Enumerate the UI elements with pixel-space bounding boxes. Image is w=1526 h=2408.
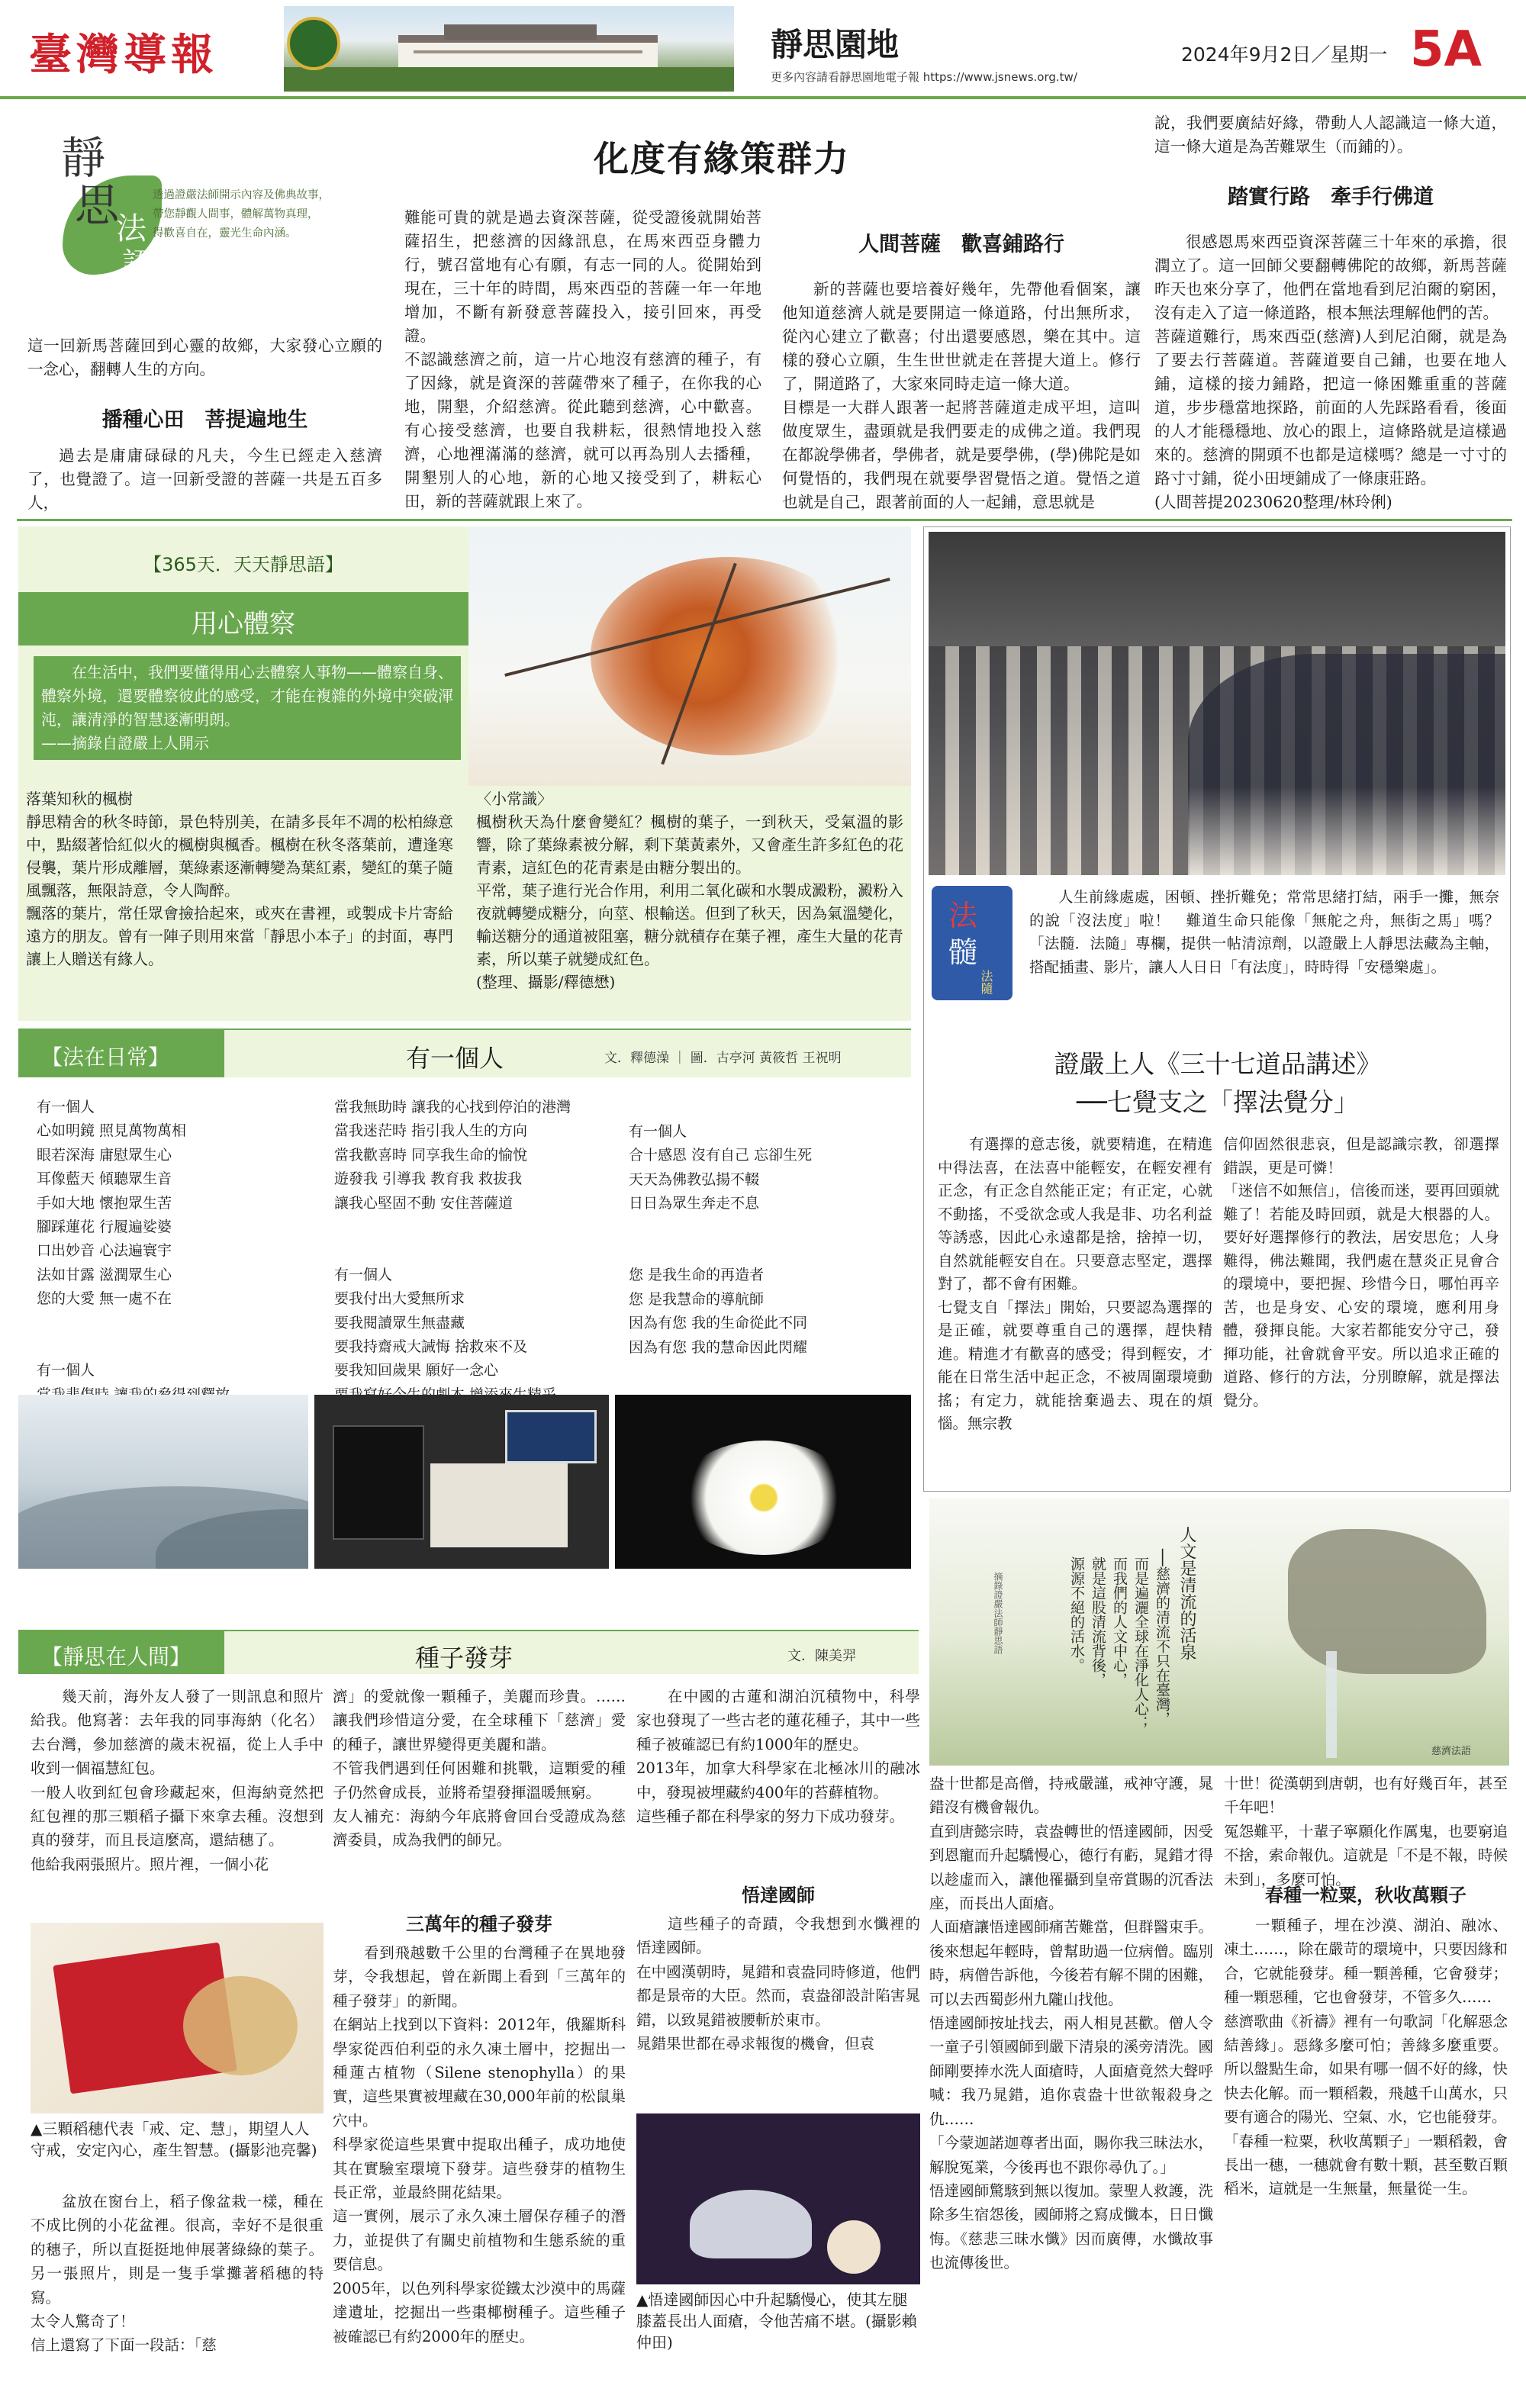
building-photo	[284, 6, 734, 92]
daily-header-bar	[18, 1029, 911, 1077]
seed-heading2: 悟達國師	[742, 1885, 815, 1906]
seed-heading3: 春種一粒粟，秋收萬顆子	[1265, 1885, 1466, 1906]
monk-stage-caption: ▲悟達國師因心中升起驕慢心，使其左腿膝蓋長出人面瘡，令他苦痛不堪。(攝影賴仲田)	[636, 2290, 917, 2352]
article1-col4a: 說，我們要廣結好緣，帶動人人認識這一條大道，這一條大道是為苦難眾生（而鋪的）。	[1154, 114, 1507, 156]
thinking-panel	[18, 526, 911, 1021]
seed-header-bar	[18, 1630, 919, 1674]
seed-label: 【靜思在人間】	[41, 1644, 192, 1669]
article1-col3: 新的菩薩也要培養好幾年，先帶他看個案，讓他知道慈濟人就是要開這一條道路，付出無所求，從內心建立了歡喜；付出還要感恩，樂在其中。這樣的發心立願，生生世世就走在菩提大道上。修行了，開道路了，大家來同時走這一條大道。 目標是一大群人跟著一起將菩薩道走成平坦，這叫做度眾生，盡頭就是我們要走的成佛之道。我們現在都說學佛者，學佛者，就是要學佛，(學)佛陀是如何覺悟的，我們現在就要學習覺悟之道。覺悟之道也就是自己，跟著前面的人一起鋪，意思就是	[782, 280, 1141, 511]
stream-quote-title: 人文是清流的活泉	[1177, 1526, 1196, 1660]
dharma-col2: 信仰固然很悲哀，但是認識宗教，卻選擇錯誤，更是可憐！ 「迷信不如無信」，信後而迷，要再回頭就難了！若能及時回頭，就是大根器的人。要好好選擇修行的教法，居安思危；人身難得，佛法難聞，我們處在慧炎正見會合的環境中，要把握、珍惜今日，哪怕再辛苦，也是身安、心安的環境，應利用身體，發揮良能。大家若都能安分守己，發揮功能，社會就會平安。所以追求正確的道路、修行的方法，分別瞭解，就是擇法覺分。	[1223, 1135, 1499, 1409]
thinking-quote: 在生活中，我們要懂得用心去體察人事物——體察自身、體察外境，還要體察彼此的感受，才能在複雜的外境中突破渾沌，讓清淨的智慧逐漸明朗。 ——摘錄自證嚴上人開示	[34, 656, 461, 760]
article1-heading3: 踏實行路 牽手行佛道	[1228, 185, 1434, 209]
tzuchi-emblem-icon	[287, 17, 340, 70]
seed-col5b: 一顆種子，埋在沙漠、湖泊、融冰、凍土……，除在嚴苛的環境中，只要因緣和合，它就能發芽。種一顆善種，它會發芽；種一顆惡種，它也會發芽，不管多久…… 慈濟歌曲《祈禱》裡有一句歌詞「化解惡念結善緣」。惡緣多麼可怕；善緣多麼重要。所以盤點生命，如果有哪一個不好的緣，快快去化解。而一顆稻穀，飛越千山萬水，只要有適合的陽光、空氣、水，它也能發芽。 「春種一粒粟，秋收萬顆子」一顆稻穀，會長出一穗，一穗就會有數十顆，甚至數百顆稻米，這就是一生無量，無量從一生。	[1224, 1917, 1508, 2198]
article1-heading1: 播種心田 菩提遍地生	[101, 408, 308, 432]
seed-heading1: 三萬年的種子發芽	[406, 1914, 552, 1935]
seed-col1b: 盆放在窗台上，稻子像盆栽一樣，種在不成比例的小花盆裡。很高，幸好不是很重的穗子，所以直挺挺地伸展著綠綠的葉子。另一張照片，則是一隻手掌攤著稻穗的特寫。 太令人驚奇了！ 信上還寫了下面一段話：「慈	[31, 2193, 324, 2355]
thinking-label: 【365天．天天靜思語】	[143, 554, 343, 575]
dharma-title-1: 證嚴上人《三十七道品講述》	[1054, 1049, 1382, 1079]
seed-col5: 十世！從漢朝到唐朝，也有好幾百年，甚至千年吧！ 冤怨難平，十輩子寧願化作厲鬼，也要窮追不捨，索命報仇。這就是「不是不報，時候未到」，多麼可怕。	[1224, 1775, 1508, 1888]
dharma-illustration	[932, 886, 1013, 1000]
newspaper-logo: 臺灣導報	[29, 30, 218, 80]
section-title: 靜思園地	[771, 26, 900, 63]
section-subtitle: 更多內容請看靜思園地電子報 https://www.jsnews.org.tw/	[771, 70, 1077, 84]
dharma-panel	[923, 526, 1511, 1492]
stream-quote-line-3: 而我們的人文中心，	[1111, 1557, 1128, 1687]
jingsi-char-4: 語	[122, 246, 153, 282]
daily-credit: 文．釋德澡 ｜ 圖．古亭河 黃筱哲 王祝明	[604, 1051, 842, 1066]
prayer-photo	[929, 532, 1505, 875]
seed-col2: 濟」的愛就像一顆種子，美麗而珍貴。……讓我們珍惜這分愛，在全球種下「慈濟」愛的種子，讓世界變得更美麗和諧。 不管我們遇到任何困難和挑戰，這顆愛的種子仍然會成長，並將希望發揮溫暖無窮。 友人補充：海納今年底將會回台受證成為慈濟委員，成為我們的師兄。	[333, 1688, 626, 1849]
section-divider-1	[17, 519, 1512, 521]
stream-quote-line-4: 就是這股清流背後，	[1090, 1557, 1106, 1687]
article1-col1a: 這一回新馬菩薩回到心靈的故鄉，大家發心立願的一念心，翻轉人生的方向。	[27, 336, 382, 378]
clear-stream-photo	[929, 1499, 1509, 1766]
thinking-right-text: 〈小常識〉 楓樹秋天為什麼會變紅？楓樹的葉子，一到秋天，受氣溫的影響，除了葉綠素被分解，剩下葉黃素外，又會產生許多紅色的花青素，這紅色的花青素是由糖分製出的。 平常，葉子進行光合作用，利用二氧化碳和水製成澱粉，澱粉入夜就轉變成糖分，向莖、根輸送。但到了秋天，因為氣溫變化，輸送糖分的通道被阻塞，糖分就積存在葉子裡，產生大量的花青素，所以葉子就變成紅色。 (整理、攝影/釋德懋)	[476, 790, 903, 991]
dharma-intro: 人生前緣處處，困頓、挫折難免；常常思緒打結，兩手一攤，無奈的說「沒法度」啦！ 難道生命只能像「無舵之舟，無街之馬」嗎？「法髓．法隨」專欄，提供一帖清涼劑，以證嚴上人靜思法藏為主軸，搭配插畫、影片，讓人人日日「有法度」，時時得「安穩樂處」。	[1029, 888, 1499, 976]
seed-col1: 幾天前，海外友人發了一則訊息和照片給我。他寫著：去年我的同事海納（化名）去台灣，參加慈濟的歲末祝福，從上人手中收到一個福慧紅包。 一般人收到紅包會珍藏起來，但海納竟然把紅包裡的那三顆稻子攝下來拿去種。沒想到真的發芽，而且長這麼高，還結穗了。 他給我兩張照片。照片裡，一個小花	[31, 1688, 324, 1873]
rice-ear-photo	[31, 1923, 324, 2113]
seed-credit: 文．陳美羿	[787, 1648, 856, 1664]
daily-poem-col2: 當我無助時 讓我的心找到停泊的港灣 當我迷茫時 指引我人生的方向 當我歡喜時 同享我生命的愉悅 遊發我 引導我 教育我 救拔我 讓我心堅固不動 安住菩薩道 有一個人 要我付出大愛無所求 要我閱讀眾生無盡藏 要我持齋戒大誡悔 捨救來不及 要我知回歲果 願好一念心	[334, 1099, 571, 1379]
dharma-badge-char-1: 法	[948, 899, 978, 932]
thinking-title: 用心體察	[192, 609, 295, 639]
thinking-title-bar	[18, 592, 468, 645]
maple-photo	[468, 526, 911, 786]
stream-quote-line-5: 源源不絕的活水。	[1068, 1557, 1085, 1672]
article1-heading2: 人間菩薩 歡喜鋪路行	[858, 233, 1064, 256]
daily-title: 有一個人	[406, 1044, 504, 1073]
jingsi-char-1: 靜	[61, 132, 106, 184]
jingsi-char-3: 法	[116, 211, 146, 246]
jingsi-char-2: 思	[75, 179, 120, 231]
stream-quote-source: 摘錄證嚴法師靜思語	[993, 1572, 1003, 1654]
stream-quote-line-2: 而是遍灑全球在淨化人心；	[1132, 1557, 1149, 1730]
seed-col3: 在中國的古蓮和湖泊沉積物中，科學家也發現了一些古老的蓮花種子，其中一些種子被確認已有約1000年的歷史。 2013年，加拿大科學家在北極冰川的融冰中，發現被埋藏約400年的苔蘚植物。 這些種子都在科學家的努力下成功發芽。	[636, 1688, 920, 1826]
daily-poem-col3: 有一個人 合十感恩 沒有自己 忘卻生死 天天為佛教弘揚不輟 日日為眾生奔走不息 您 是我生命的再造者 您 是我慧命的導航師 因為有您 我的生命從此不同 因為有您 我的慧命因此閃耀	[629, 1123, 813, 1356]
rice-ear-caption: ▲三顆稻穗代表「戒、定、慧」，期望人人守戒，安定內心，產生智慧。(攝影池亮馨)	[31, 2120, 317, 2159]
issue-date: 2024年9月2日／星期一	[1181, 43, 1388, 66]
seed-title: 種子發芽	[415, 1643, 513, 1672]
seed-col2b: 看到飛越數千公里的台灣種子在異地發芽，令我想起，曾在新聞上看到「三萬年的種子發芽」的新聞。 在網站上找到以下資料：2012年，俄羅斯科學家從西伯利亞的永久凍土層中，挖掘出一種蓮古植物（Silene stenophylla）的果實，這些果實被埋藏在30,000年前的松鼠巢穴中。 科學家從這些果實中提取出種子，成功地使其在實驗室環境下發芽。這些發芽的植物生長正常，並最終開花結果。 這一實例，展示了永久凍土層保存種子的潛力，並提供了有關史前植物和生態系統的重要信息。 2005年，以色列科學家從鐵太沙漠中的馬薩達遺址，挖掘出一些棗椰樹種子。這些種子被確認已有約2000年的歷史。	[333, 1944, 626, 2345]
jingsi-description: 透過證嚴法師開示內容及佛典故事， 帶您靜觀人間事，體解萬物真理， 得歡喜自在，靈光生命內涵。	[153, 189, 330, 240]
monk-stage-photo	[636, 2113, 920, 2284]
article1-col4b: 很感恩馬來西亞資深菩薩三十年來的承擔，很潤立了。這一回師父要翻轉佛陀的故鄉，新馬菩薩昨天也來分享了，他們在當地看到尼泊爾的窮困，沒有走入了這一條道路，根本無法理解他們的苦。 菩薩道難行，馬來西亞(慈濟)人到尼泊爾，就是為了要去行菩薩道。菩薩道要自己鋪，也要在地人鋪，這樣的接力鋪路，把這一條困難重重的菩薩道，步步穩當地探路，前面的人先踩路看看，後面的人才能穩穩地、放心的跟上，這條路就是這樣過來的。慈濟的開頭不也都是這樣嗎？總是一寸寸的路寸寸鋪，從小田埂鋪成了一條康莊路。 (人間菩提20230620整理/林玲俐)	[1154, 233, 1507, 511]
stream-signature: 慈濟法語	[1431, 1746, 1472, 1757]
daily-poem-col1: 有一個人 心如明鏡 照見萬物萬相 眼若深海 庸慰眾生心 耳像藍天 傾聽眾生音 手如大地 懷抱眾生苦 腳踩蓮花 行履遍娑婆 口出妙音 心法遍寰宇 法如甘露 滋潤眾生心 您的大愛 無一處不在 有一個人	[37, 1099, 187, 1379]
books-photo	[314, 1395, 609, 1569]
article1-col2: 難能可貴的就是過去資深菩薩，從受證後就開始菩薩招生，把慈濟的因緣訊息，在馬來西亞身體力行，號召當地有心有願，有志一同的人。從開始到現在，三十年的時間，馬來西亞的菩薩一年一年地增加，不斷有新發意菩薩投入，接引回來，再受證。 不認識慈濟之前，這一片心地沒有慈濟的種子，有了因緣，就是資深的菩薩帶來了種子，在你我的心地，開墾，介紹慈濟。從此聽到慈濟，心中歡喜。有心接受慈濟，也要自我耕耘，很熱情地投入慈濟，心地裡滿滿的慈濟，就可以再為別人去播種，開墾別人的心地，新的心地又接受到了，耕耘心田，新的菩薩就跟上來了。	[404, 208, 761, 510]
jingsi-badge	[31, 122, 164, 282]
page-number: 5A	[1410, 21, 1483, 78]
thinking-left-text: 落葉知秋的楓樹 靜思精舍的秋冬時節，景色特別美，在請多長年不凋的松柏綠意中，點綴著恰紅似火的楓樹與楓香。楓樹在秋冬落葉前，遭逢寒侵襲，葉片形成離層，葉綠素逐漸轉變為葉紅素，變紅的葉子隨風飄落，無限詩意，令人陶醉。 飄落的葉片，常任眾會撿拾起來，或夾在書裡，或製成卡片寄給遠方的朋友。曾有一陣子則用來當「靜思小本子」的封面，專門讓上人贈送有緣人。	[26, 790, 453, 968]
lotus-photo	[615, 1395, 911, 1569]
article1-title: 化度有緣策群力	[594, 138, 850, 179]
article1-col1b: 過去是庸庸碌碌的凡夫，今生已經走入慈濟了，也覺證了。這一回新受證的菩薩一共是五百多人，	[27, 446, 382, 512]
dharma-badge-char-3: 法隨	[979, 970, 993, 994]
dharma-col1: 有選擇的意志後，就要精進，在精進中得法喜，在法喜中能輕安，在輕安裡有正念，有正念自然能正定；有正定，心就不動搖，不受欲念或人我是非、功名利益等誘惑，因此心永遠都是捨，捨掉一切，自然就能輕安自在。只要意志堅定，選擇對了，都不會有困難。 七覺支自「擇法」開始，只要認為選擇的是正確，就要尊重自己的選擇，趕快精進。精進才有歡喜的感受；得到輕安，才能在日常生活中起正念，不被周圍環境動搖；有定力，就能捨棄過去、現在的煩惱。無宗教	[938, 1135, 1212, 1432]
seed-col4: 盎十世都是高僧，持戒嚴謹，戒神守護，晁錯沒有機會報仇。 直到唐懿宗時，袁盎轉世的悟達國師，因受到恩寵而升起驕慢心，德行有虧，晁錯才得以趁虛而入，讓他罹攝到皇帝賞賜的沉香法座，而長出人面瘡。 人面瘡讓悟達國師痛苦難當，但群醫束手。後來想起年輕時，曾幫助過一位病僧。臨別時，病僧告訴他，今後若有解不開的困難，可以去西蜀彭州九隴山找他。 悟達國師按址找去，兩人相見甚歡。僧人令一童子引領國師到嚴下清泉的溪旁清洗。國師剛要捧水洗人面瘡時，人面瘡竟然大聲呼喊：我乃晁錯，追你袁盎十世欲報殺身之仇…… 「今蒙迦諾迦尊者出面，賜你我三昧法水，解脫冤業，今後再也不跟你尋仇了。」 悟達國師驚駭到無以復加。蒙聖人救護，洗除多生宿怨後，國師將之寫成懺本，日日懺悔。《慈悲三昧水懺》因而廣傳，水懺故事也流傳後世。	[929, 1775, 1213, 2272]
dharma-badge-char-2: 髓	[948, 935, 978, 969]
stream-quote-line-1: ──慈濟的清流不只在臺灣，	[1154, 1549, 1170, 1726]
mountain-mist-photo	[18, 1395, 308, 1569]
daily-label: 【法在日常】	[41, 1045, 170, 1070]
dharma-title-2: ──七覺支之「擇法覺分」	[1077, 1087, 1359, 1117]
masthead	[0, 0, 1526, 99]
seed-col3b: 這些種子的奇蹟，令我想到水懺裡的悟達國師。 在中國漢朝時，晁錯和袁盎同時修道，他們都是景帝的大臣。然而，袁盎卻設計陷害晁錯，以致晁錯被腰斬於東市。 晁錯果世都在尋求報復的機會，但袁	[636, 1915, 920, 2053]
